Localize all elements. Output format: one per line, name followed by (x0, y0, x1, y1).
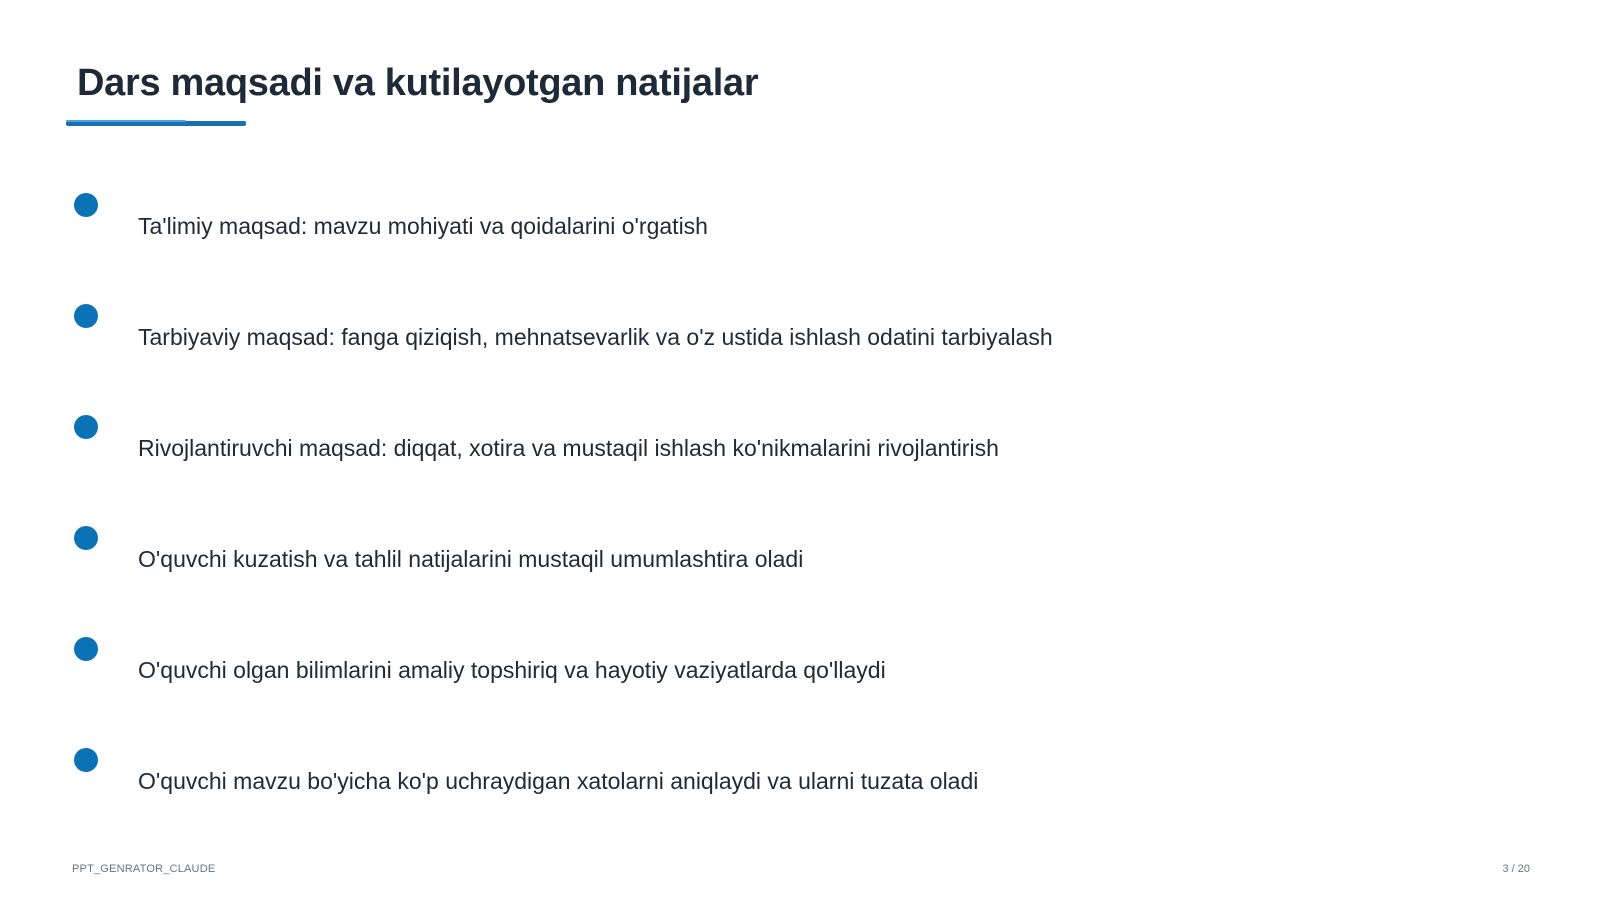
bullet-item (0, 637, 1600, 697)
bullet-item (0, 748, 1600, 808)
bullet-dot-icon (74, 637, 98, 661)
bullet-text: O'quvchi mavzu bo'yicha ko'p uchraydigan xatolarni aniqlaydi va ularni tuzata oladi (138, 768, 979, 794)
bullet-text: Ta'limiy maqsad: mavzu mohiyati va qoidalarini o'rgatish (138, 213, 708, 239)
bullet-dot-icon (74, 415, 98, 439)
bullet-item (0, 526, 1600, 586)
bullet-dot-icon (74, 748, 98, 772)
bullet-dot-icon (74, 304, 98, 328)
bullet-dot-icon (74, 526, 98, 550)
slide-title: Dars maqsadi va kutilayotgan natijalar (77, 62, 759, 104)
footer-label: PPT_GENRATOR_CLAUDE (72, 863, 216, 875)
bullet-item (0, 415, 1600, 475)
bullet-item (0, 193, 1600, 253)
bullet-text: O'quvchi olgan bilimlarini amaliy topshiriq va hayotiy vaziyatlarda qo'llaydi (138, 657, 886, 683)
bullet-item (0, 304, 1600, 364)
bullet-text: Tarbiyaviy maqsad: fanga qiziqish, mehnatsevarlik va o'z ustida ishlash odatini tarbiyalash (138, 324, 1053, 350)
bullet-text: O'quvchi kuzatish va tahlil natijalarini mustaqil umumlashtira oladi (138, 546, 804, 572)
page-indicator: 3 / 20 (1502, 863, 1530, 875)
bullet-text: Rivojlantiruvchi maqsad: diqqat, xotira va mustaqil ishlash ko'nikmalarini rivojlantirish (138, 435, 999, 461)
bullet-dot-icon (74, 193, 98, 217)
